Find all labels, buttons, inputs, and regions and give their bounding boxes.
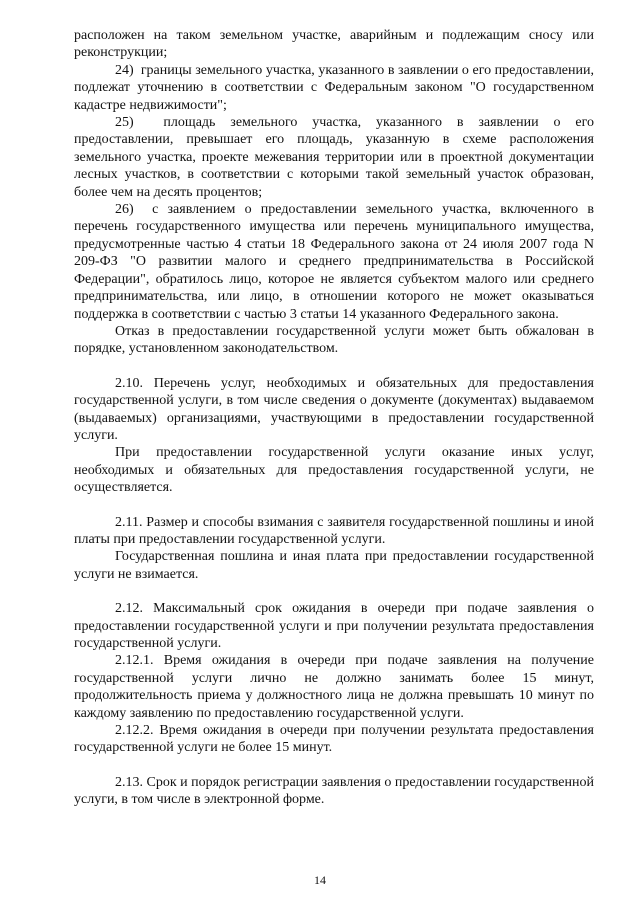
paragraph-section-2-10-text: При предоставлении государственной услуги оказание иных услуг, необходимых и обязательных для предоставления государственной услуги, не осуществляется. <box>74 445 594 496</box>
paragraph-section-2-13: 2.13. Срок и порядок регистрации заявления о предоставлении государственной услуги, в том числе в электронной форме. <box>74 774 594 808</box>
paragraph-item-26: 26) с заявлением о предоставлении земельного участка, включенного в перечень государственного имущества или перечень муниципального имущества, предусмотренные частью 4 статьи 18 Федерального закона от 24 июля 2007 года N 209-ФЗ "О развитии малого и среднего предпринимательства в Российской Федерации", обратилось лицо, которое не является субъектом малого или среднего предпринимательства, или лицо, в отношении которого не может оказываться поддержка в соответствии с частью 3 статьи 14 указанного Федерального закона. <box>74 202 594 322</box>
paragraph-item-24: 24) границы земельного участка, указанного в заявлении о его предоставлении, подлежат уточнению в соответствии с Федеральным законом "О государственном кадастре недвижимости"; <box>74 62 594 113</box>
paragraph-refusal-appeal: Отказ в предоставлении государственной услуги может быть обжалован в порядке, установленном законодательством. <box>74 323 594 357</box>
paragraph-continuation: расположен на таком земельном участке, аварийным и подлежащим сносу или реконструкции; <box>74 28 594 61</box>
paragraph-item-25: 25) площадь земельного участка, указанного в заявлении о его предоставлении, превышает его площадь, указанную в схеме расположения земельного участка, проекте межевания территории или в проектной документации лесных участков, в соответствии с которыми такой земельный участок образован, более чем на десять процентов; <box>74 115 594 200</box>
page-number: 14 <box>314 873 326 887</box>
paragraph-section-2-12-2: 2.12.2. Время ожидания в очереди при получении результата предоставления государственной услуги не более 15 минут. <box>74 723 594 756</box>
paragraph-section-2-12-1: 2.12.1. Время ожидания в очереди при подаче заявления на получение государственной услуги лично не должно занимать более 15 минут, продолжительность приема у должностного лица не должна превышать 10 минут по каждому заявлению по предоставлению государственной услуги. <box>74 653 594 721</box>
paragraph-section-2-12: 2.12. Максимальный срок ожидания в очереди при подаче заявления о предоставлении государственной услуги и при получении результата предоставления государственной услуги. <box>74 601 594 651</box>
paragraph-section-2-10: 2.10. Перечень услуг, необходимых и обязательных для предоставления государственной услуги, в том числе сведения о документе (документах) выдаваемом (выдаваемых) организациями, участвующими в предоставлении государственной услуги. <box>74 375 594 443</box>
paragraph-section-2-11-text: Государственная пошлина и иная плата при предоставлении государственной услуги не взимается. <box>74 549 594 582</box>
document-body <box>74 27 594 809</box>
paragraph-section-2-11: 2.11. Размер и способы взимания с заявителя государственной пошлины и иной платы при предоставлении государственной услуги. <box>74 514 594 547</box>
